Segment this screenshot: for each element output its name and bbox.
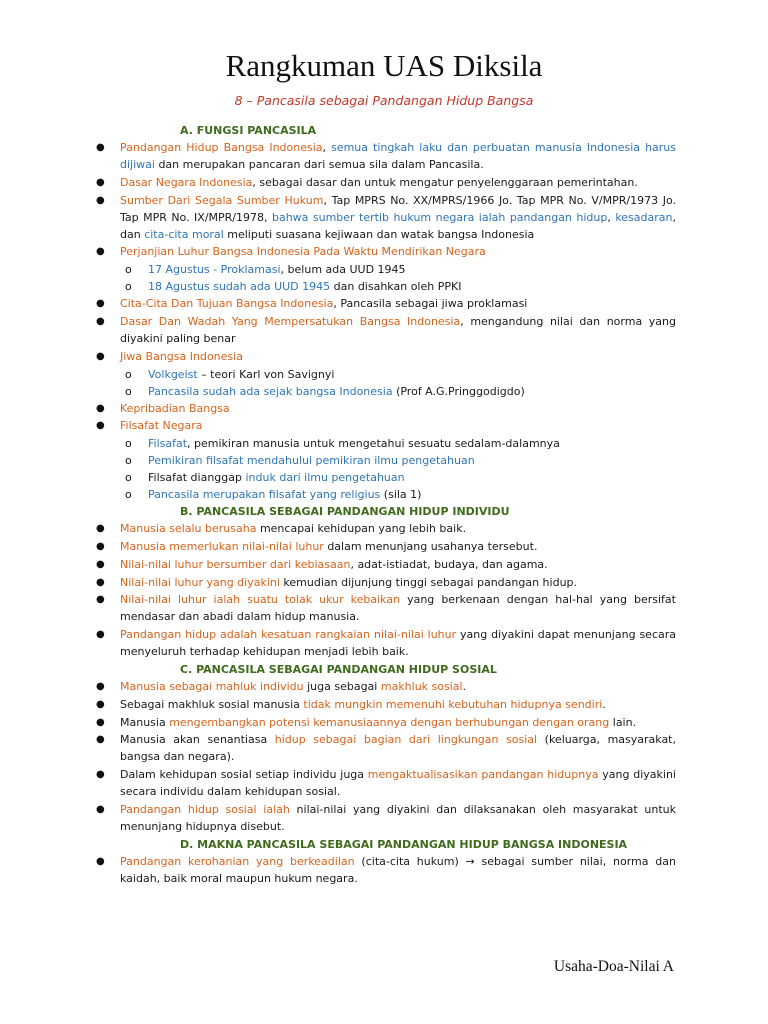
- highlight-text: Pandangan kerohanian yang berkeadilan: [120, 854, 355, 868]
- body-text: yang berkenaan dengan hal-hal yang bersifat mendasar dan abadi dalam hidup manusia.: [120, 593, 676, 624]
- body-text: meliputi suasana kejiwaan dan watak bangsa Indonesia: [223, 227, 535, 241]
- bullet-icon: ●: [96, 716, 105, 728]
- list-item-text: [120, 522, 466, 535]
- body-text: , sebagai dasar dan untuk mengatur penyelenggaraan pemerintahan.: [252, 175, 638, 189]
- list-item: [96, 295, 676, 312]
- body-text: juga sebagai: [303, 679, 381, 693]
- highlight-text: Nilai-nilai luhur ialah suatu tolak ukur kebaikan: [120, 593, 401, 607]
- list-item: [96, 417, 676, 434]
- list-item: [96, 591, 676, 625]
- list-item-text: [120, 297, 527, 310]
- list-item: [96, 678, 676, 695]
- body-text: Dalam kehidupan sosial setiap individu juga: [120, 768, 368, 782]
- bullet-icon: ●: [96, 576, 105, 588]
- sub-list: [96, 261, 676, 295]
- highlight-text: tidak mungkin memenuhi kebutuhan hidupnya sendiri: [303, 697, 603, 711]
- body-text: Sebagai makhluk sosial manusia: [120, 697, 304, 711]
- footer-motto: Usaha-Doa-Nilai A: [553, 958, 674, 975]
- page-subtitle: 8 – Pancasila sebagai Pandangan Hidup Bangsa: [234, 93, 534, 108]
- body-text: – teori Karl von Savignyi: [197, 367, 335, 381]
- body-text: (sila 1): [380, 488, 422, 502]
- highlight-text: makhluk sosial: [380, 679, 463, 693]
- list-item: [96, 400, 676, 417]
- list-item: [96, 714, 676, 731]
- sub-list-item-text: [148, 280, 461, 293]
- page-title: Rangkuman UAS Diksila: [225, 48, 543, 83]
- list-item-text: [120, 540, 537, 553]
- list-item: [96, 696, 676, 713]
- sub-list-item-text: [148, 488, 421, 501]
- list-item-text: [120, 698, 606, 711]
- body-text: (Prof A.G.Pringgodigdo): [392, 384, 525, 398]
- body-text: (cita-cita hukum) → sebagai sumber nilai, norma dan kaidah, baik moral maupun hukum negara.: [120, 854, 676, 885]
- bullet-icon: ●: [96, 402, 105, 414]
- list-item-text: [120, 419, 203, 432]
- highlight-text: Jiwa Bangsa Indonesia: [120, 349, 243, 363]
- list-item: [96, 731, 676, 765]
- bullet-list: [96, 678, 676, 835]
- circle-bullet-icon: o: [125, 263, 132, 277]
- list-item-text: [120, 733, 676, 763]
- section-heading: A. FUNGSI PANCASILA: [180, 124, 317, 137]
- sub-list-item: [96, 469, 676, 486]
- list-item-text: [120, 141, 676, 171]
- list-item-text: [120, 716, 636, 729]
- bullet-icon: ●: [96, 803, 105, 815]
- highlight-text: hidup sebagai bagian dari lingkungan sosial: [274, 733, 538, 747]
- section-heading: C. PANCASILA SEBAGAI PANDANGAN HIDUP SOSIAL: [180, 662, 497, 676]
- bullet-icon: ●: [96, 176, 105, 188]
- list-item-text: [120, 803, 676, 833]
- body-text: , Pancasila sebagai jiwa proklamasi: [333, 297, 528, 311]
- highlight-text: Kepribadian Bangsa: [120, 401, 230, 415]
- list-item-text: [120, 245, 486, 258]
- list-item: [96, 538, 676, 555]
- highlight-text: Manusia memerlukan nilai-nilai luhur: [120, 539, 324, 553]
- list-item-text: [120, 628, 676, 658]
- body-text: , dan: [120, 210, 676, 241]
- list-item-text: [120, 558, 548, 571]
- section-heading: D. MAKNA PANCASILA SEBAGAI PANDANGAN HIDUP BANGSA INDONESIA: [180, 837, 628, 851]
- body-text: dan merupakan pancaran dari semua sila dalam Pancasila.: [154, 158, 484, 171]
- list-item-text: [120, 350, 243, 363]
- section-heading: B. PANCASILA SEBAGAI PANDANGAN HIDUP INDIVIDU: [180, 505, 510, 519]
- emphasis-text: Filsafat: [148, 437, 188, 451]
- list-item: [96, 243, 676, 260]
- list-item-text: [120, 593, 676, 623]
- circle-bullet-icon: o: [125, 454, 132, 468]
- circle-bullet-icon: o: [125, 471, 132, 485]
- circle-bullet-icon: o: [125, 367, 132, 381]
- highlight-text: mengembangkan potensi kemanusiaannya dengan berhubungan dengan orang: [169, 715, 610, 729]
- list-item-text: [120, 855, 676, 885]
- highlight-text: Perjanjian Luhur Bangsa Indonesia Pada Waktu Mendirikan Negara: [120, 245, 486, 259]
- bullet-icon: ●: [96, 246, 105, 258]
- list-item-text: [120, 194, 676, 241]
- body-text: , pemikiran manusia untuk mengetahui sesuatu sedalam-dalamnya: [187, 437, 560, 451]
- emphasis-text: Pancasila sudah ada sejak bangsa Indonesia: [148, 384, 393, 398]
- emphasis-text: bahwa sumber tertib hukum negara ialah pandangan hidup: [271, 210, 608, 224]
- body-text: mencapai kehidupan yang lebih baik.: [256, 522, 467, 536]
- sub-list-item: [96, 452, 676, 469]
- list-item-text: [120, 680, 466, 693]
- emphasis-text: 18 Agustus sudah ada UUD 1945: [148, 280, 331, 294]
- circle-bullet-icon: o: [125, 437, 132, 451]
- body-text: dan disahkan oleh PPKI: [330, 280, 462, 294]
- body-text: , mengandung nilai dan norma yang diyakini paling benar: [120, 314, 676, 345]
- body-text: , belum ada UUD 1945: [280, 263, 406, 277]
- list-item: [96, 348, 676, 365]
- sub-list-item: [96, 435, 676, 452]
- bullet-icon: ●: [96, 855, 105, 867]
- highlight-text: Dasar Negara Indonesia: [120, 175, 253, 189]
- highlight-text: mengaktualisasikan pandangan hidupnya: [367, 768, 599, 782]
- highlight-text: Pandangan Hidup Bangsa Indonesia: [120, 141, 323, 154]
- emphasis-text: kesadaran: [615, 210, 673, 224]
- sub-list-item-text: [148, 437, 560, 450]
- bullet-list: [96, 139, 676, 503]
- body-text: nilai-nilai yang diyakini dan dilaksanakan oleh masyarakat untuk menunjang hidupnya disebut.: [120, 802, 676, 833]
- list-item: [96, 853, 676, 887]
- list-item-text: [120, 402, 230, 415]
- bullet-list: [96, 853, 676, 887]
- body-text: dalam menunjang usahanya tersebut.: [323, 539, 538, 553]
- list-item: [96, 192, 676, 243]
- sub-list-item: [96, 278, 676, 295]
- bullet-icon: ●: [96, 558, 105, 570]
- body-text: lain.: [609, 715, 637, 729]
- body-text: Filsafat dianggap: [148, 471, 246, 485]
- highlight-text: Filsafat Negara: [120, 419, 203, 433]
- body-text: (keluarga, masyarakat, bangsa dan negara).: [120, 733, 676, 764]
- bullet-icon: ●: [96, 142, 105, 153]
- sub-list-item-text: [148, 385, 525, 398]
- highlight-text: Manusia sebagai mahluk individu: [120, 679, 304, 693]
- emphasis-text: induk dari ilmu pengetahuan: [245, 471, 405, 485]
- body-text: , adat-istiadat, budaya, dan agama.: [350, 557, 548, 571]
- emphasis-text: cita-cita moral: [144, 227, 224, 241]
- sub-list-item-text: [148, 263, 406, 276]
- document-body: [96, 122, 676, 888]
- bullet-icon: ●: [96, 769, 105, 781]
- circle-bullet-icon: o: [125, 488, 132, 502]
- highlight-text: Pandangan hidup sosial ialah: [120, 802, 290, 816]
- highlight-text: Dasar Dan Wadah Yang Mempersatukan Bangsa Indonesia: [120, 314, 461, 328]
- circle-bullet-icon: o: [125, 384, 132, 398]
- bullet-icon: ●: [96, 298, 105, 310]
- list-item: [96, 139, 676, 173]
- bullet-icon: ●: [96, 350, 105, 362]
- list-item: [96, 801, 676, 835]
- emphasis-text: 17 Agustus - Proklamasi: [148, 263, 281, 277]
- highlight-text: Nilai-nilai luhur yang diyakini: [120, 575, 280, 589]
- bullet-icon: ●: [96, 594, 105, 606]
- emphasis-text: Pemikiran filsafat mendahului pemikiran ilmu pengetahuan: [148, 454, 475, 468]
- bullet-icon: ●: [96, 540, 105, 552]
- list-item-text: [120, 576, 577, 589]
- sub-list: [96, 435, 676, 503]
- bullet-list: [96, 520, 676, 660]
- emphasis-text: Pancasila merupakan filsafat yang religius: [148, 488, 381, 502]
- bullet-icon: ●: [96, 194, 105, 206]
- sub-list-item-text: [148, 368, 334, 381]
- body-text: Manusia akan senantiasa: [120, 733, 275, 747]
- body-text: kemudian dijunjung tinggi sebagai pandangan hidup.: [279, 575, 578, 589]
- circle-bullet-icon: o: [125, 280, 132, 294]
- list-item: [96, 174, 676, 191]
- sub-list-item: [96, 366, 676, 383]
- bullet-icon: ●: [96, 680, 105, 692]
- emphasis-text: semua tingkah laku dan perbuatan manusia Indonesia harus dijiwai: [120, 141, 677, 171]
- emphasis-text: Volkgeist: [148, 367, 198, 381]
- body-text: .: [602, 697, 606, 711]
- bullet-icon: ●: [96, 629, 105, 641]
- list-item: [96, 626, 676, 660]
- sub-list-item: [96, 383, 676, 400]
- highlight-text: Manusia selalu berusaha: [120, 522, 257, 536]
- highlight-text: Nilai-nilai luhur bersumber dari kebiasaan: [120, 557, 351, 571]
- sub-list-item: [96, 486, 676, 503]
- highlight-text: Cita-Cita Dan Tujuan Bangsa Indonesia: [120, 297, 334, 311]
- body-text: .: [462, 679, 467, 693]
- body-text: yang diyakini secara individu dalam kehidupan sosial.: [120, 768, 676, 799]
- body-text: Manusia: [120, 715, 170, 729]
- bullet-icon: ●: [96, 734, 105, 746]
- sub-list-item-text: [148, 471, 405, 484]
- body-text: yang diyakini dapat menunjang secara menyeluruh terhadap kehidupan menjadi lebih baik.: [120, 628, 677, 659]
- sub-list-item: [96, 261, 676, 278]
- sub-list-item-text: [148, 454, 475, 467]
- bullet-icon: ●: [96, 420, 105, 432]
- list-item: [96, 520, 676, 537]
- list-item-text: [120, 176, 638, 189]
- list-item: [96, 574, 676, 591]
- highlight-text: Pandangan hidup adalah kesatuan rangkaian nilai-nilai luhur: [120, 628, 457, 642]
- bullet-icon: ●: [96, 523, 105, 535]
- highlight-text: Sumber Dari Segala Sumber Hukum: [120, 193, 324, 207]
- body-text: ,: [322, 141, 332, 154]
- list-item: [96, 766, 676, 800]
- list-item-text: [120, 315, 676, 345]
- body-text: , Tap MPRS No. XX/MPRS/1966 Jo. Tap MPR No. V/MPR/1973 Jo. Tap MPR No. IX/MPR/1978,: [120, 193, 676, 224]
- bullet-icon: ●: [96, 698, 105, 710]
- sub-list: [96, 366, 676, 400]
- bullet-icon: ●: [96, 315, 105, 327]
- list-item: [96, 313, 676, 347]
- list-item: [96, 556, 676, 573]
- body-text: ,: [607, 210, 616, 224]
- list-item-text: [120, 768, 676, 798]
